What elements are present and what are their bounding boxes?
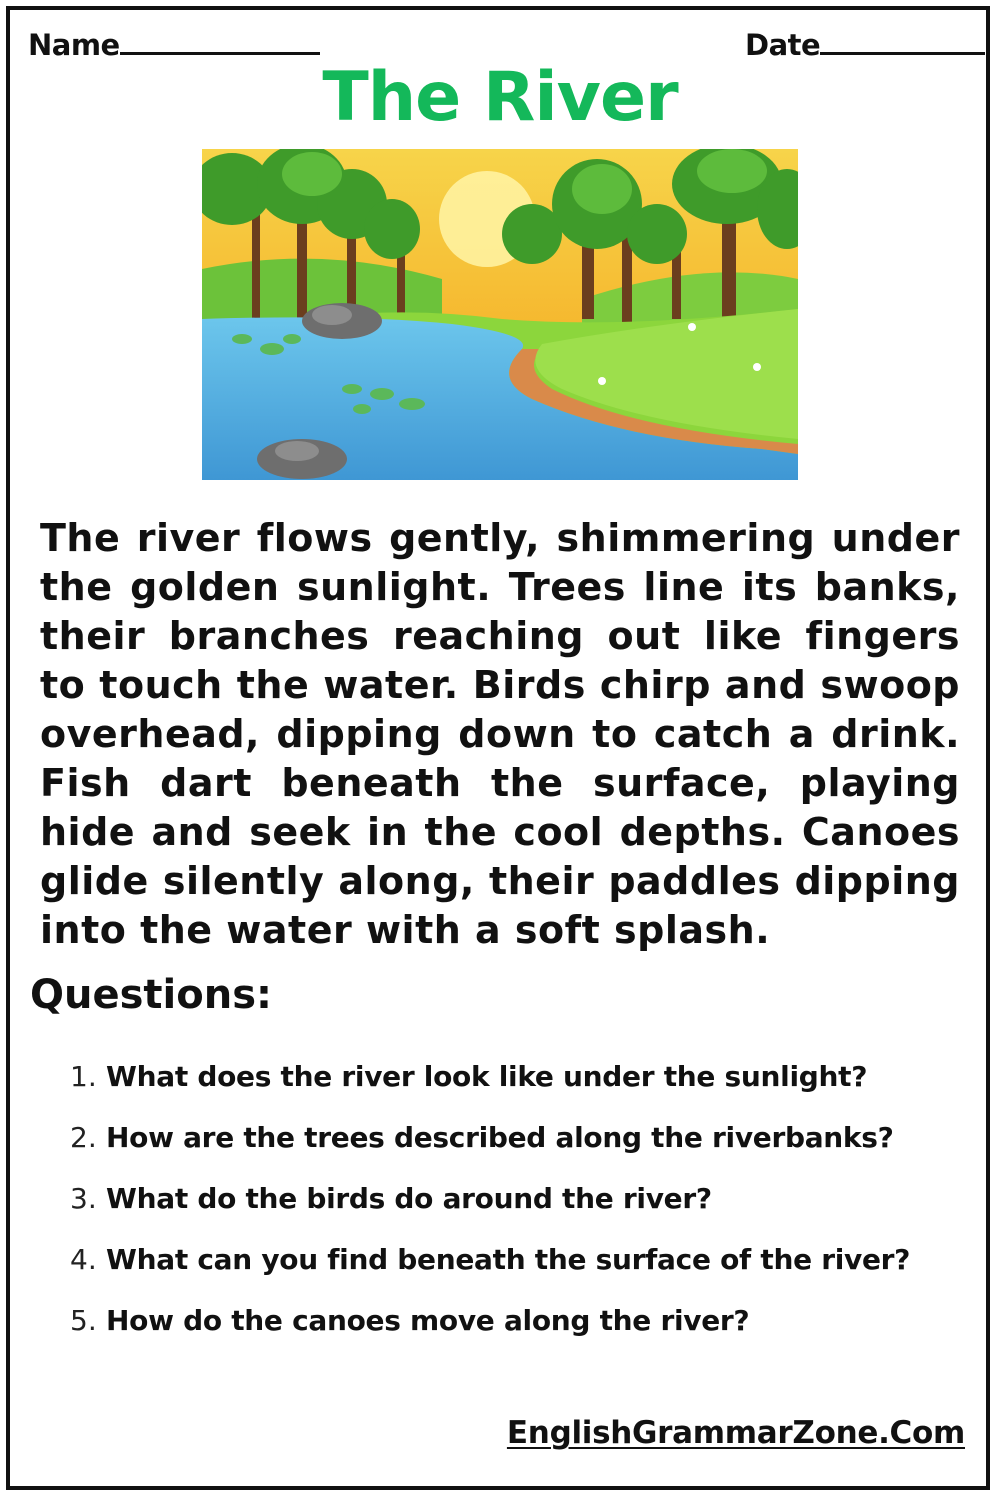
question-text: How are the trees described along the riverbanks? [106, 1121, 894, 1154]
question-number: 4. [70, 1243, 97, 1276]
question-number: 2. [70, 1121, 97, 1154]
name-blank-line [120, 30, 320, 55]
date-blank-line [820, 30, 985, 55]
question-text: What does the river look like under the sunlight? [106, 1060, 868, 1093]
question-item [70, 1304, 970, 1365]
name-field [28, 28, 320, 62]
date-label: Date [745, 28, 821, 62]
question-item [70, 1243, 970, 1304]
question-item [70, 1060, 970, 1121]
question-text: What do the birds do around the river? [106, 1182, 712, 1215]
worksheet-title: The River [322, 58, 678, 137]
question-number: 5. [70, 1304, 97, 1337]
questions-list [70, 1060, 970, 1365]
site-credit-link[interactable]: EnglishGrammarZone.Com [506, 1415, 965, 1451]
question-text: How do the canoes move along the river? [106, 1304, 750, 1337]
question-item [70, 1121, 970, 1182]
reading-passage: The river flows gently, shimmering under the golden sunlight. Trees line its banks, their branches reaching out like fingers to touch the water. Birds chirp and swoop overhead, dipping down to catch a drink. Fish dart beneath the surface, playing hide and seek in the cool depths. Canoes glide silently along, their paddles dipping into the water with a soft splash. [40, 516, 960, 952]
name-label: Name [28, 28, 120, 62]
date-field [745, 28, 985, 62]
questions-heading: Questions: [30, 972, 273, 1018]
question-number: 1. [70, 1060, 97, 1093]
question-item [70, 1182, 970, 1243]
river-illustration [202, 149, 798, 480]
question-number: 3. [70, 1182, 97, 1215]
question-text: What can you find beneath the surface of the river? [106, 1243, 911, 1276]
